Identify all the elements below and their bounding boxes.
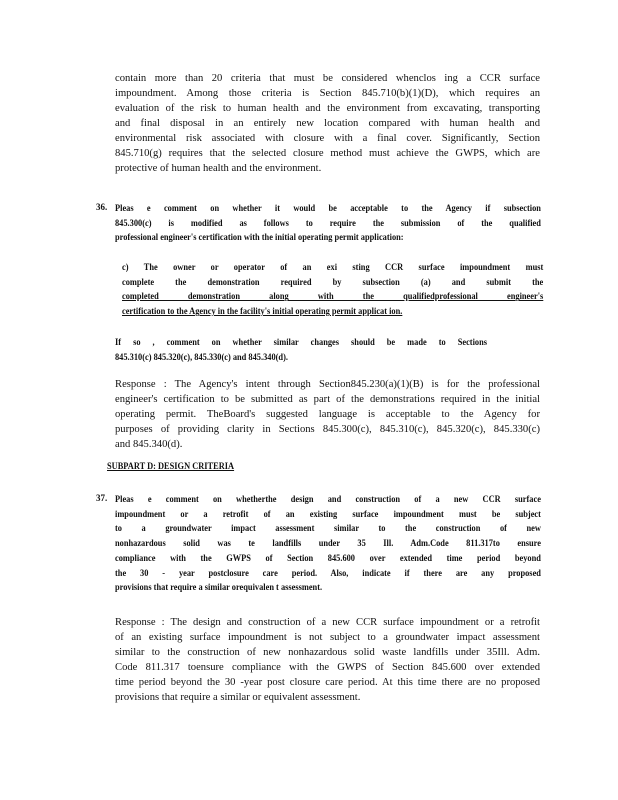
subsection-c-line: certification to the Agency in the facility's initial operating permit applicat ion. [122, 306, 403, 317]
closure-criteria-line: and final disposal in an entirely new location compared with human health and [115, 118, 540, 129]
response-36-line: operating permit. TheBoard's suggested language is acceptable to the Agency for [115, 409, 540, 420]
question-36-line: professional engineer's certification with the initial operating permit application: [115, 232, 404, 243]
question-37-number: 37. [96, 493, 108, 503]
paragraph-closure-criteria [115, 71, 540, 176]
response-36-line: engineer's certification to be submitted as part of the demonstrations required in the initial [115, 394, 540, 405]
closure-criteria-line: protective of human health and the environment. [115, 163, 322, 174]
response-37-line: time period beyond the 30 -year post closure care period. At this time there are no proposed [115, 677, 540, 688]
response-36-line: and 845.340(d). [115, 439, 183, 450]
response-36 [115, 377, 540, 452]
question-36-line: 845.300(c) is modified as follows to require the submission of the qualified [115, 217, 541, 228]
closure-criteria-line: evaluation of the risk to human health and the environment from excavating, transporting [115, 103, 540, 114]
subpart-d-heading [107, 459, 297, 474]
question-36-number: 36. [96, 202, 108, 212]
response-37 [115, 615, 540, 705]
response-36-line: purposes of providing clarity in Sections 845.300(c), 845.310(c), 845.320(c), 845.330(c) [115, 424, 540, 435]
response-37-line: of an existing surface impoundment is not subject to a groundwater impact assessment [115, 632, 540, 643]
question-36-followup-line: If so , comment on whether similar changes should be made to Sections [115, 337, 487, 347]
response-37-line: similar to the construction of new nonhazardous solid waste landfills under 35Ill. Adm. [115, 647, 540, 658]
question-37-line: Pleas e comment on whetherthe design and construction of a new CCR surface [115, 494, 541, 504]
question-37-line: compliance with the GWPS of Section 845.600 over extended time period beyond [115, 552, 541, 563]
subsection-c-line: complete the demonstration required by subsection (a) and submit the [122, 276, 544, 287]
question-36-text [115, 201, 573, 245]
subsection-c-line: completed demonstration along with the qualifiedprofessional engineer's [122, 291, 544, 302]
question-37-text [115, 492, 573, 595]
question-36-followup [115, 335, 515, 364]
question-37-line: provisions that require a similar orequivalen t assessment. [115, 582, 323, 593]
response-37-line: Response : The design and construction of a new CCR surface impoundment or a retrofit [115, 617, 540, 628]
closure-criteria-line: environmental risk associated with closure with a final cover. Significantly, Section [115, 133, 540, 144]
question-37-line: impoundment or a retrofit of an existing surface impoundment must be subject [115, 508, 541, 519]
question-37-line: nonhazardous solid was te landfills under 35 Ill. Adm.Code 811.317to ensure [115, 538, 541, 549]
subsection-c-line: c) The owner or operator of an exi sting CCR surface impoundment must [122, 262, 544, 272]
question-37-line: the 30 - year postclosure care period. Also, indicate if there are any proposed [115, 567, 541, 578]
question-37-line: to a groundwater impact assessment similar to the construction of new [115, 523, 541, 534]
question-36-line: Pleas e comment on whether it would be acceptable to the Agency if subsection [115, 203, 541, 213]
response-36-line: Response : The Agency's intent through Section845.230(a)(1)(B) is for the professional [115, 379, 540, 390]
question-36-subsection-c [122, 260, 575, 319]
subpart-heading-text: SUBPART D: DESIGN CRITERIA [107, 461, 235, 471]
closure-criteria-line: contain more than 20 criteria that must be considered whenclos ing a CCR surface [115, 73, 540, 84]
question-36-followup-line: 845.310(c) 845.320(c), 845.330(c) and 845.340(d). [115, 351, 288, 362]
closure-criteria-line: 845.710(g) requires that the selected closure method must achieve the GWPS, which are [115, 148, 540, 159]
closure-criteria-line: impoundment. Among those criteria is Section 845.710(b)(1)(D), which requires an [115, 88, 540, 99]
response-37-line: provisions that require a similar or equivalent assessment. [115, 692, 361, 703]
response-37-line: Code 811.317 toensure compliance with the GWPS of Section 845.600 over extended [115, 662, 540, 673]
